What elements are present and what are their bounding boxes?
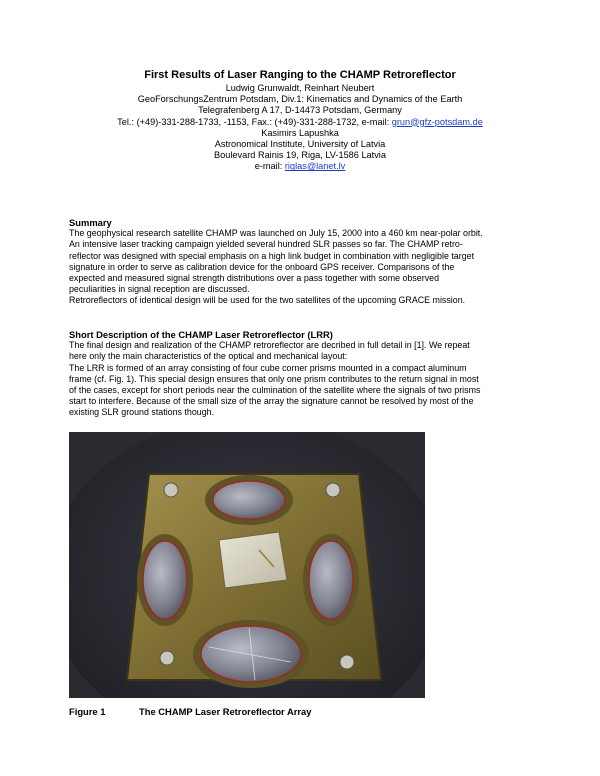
prism-bottom xyxy=(201,626,301,682)
description-line: frame (cf. Fig. 1). This special design ensures that only one prism contributes to the return signal in most xyxy=(69,373,479,384)
figure-number: Figure 1 xyxy=(69,706,106,717)
description-line: of the cases, except for short periods near the culmination of the satellite where the signals of two prisms xyxy=(69,385,481,396)
email-link-1[interactable]: grun@gfz-potsdam.de xyxy=(391,116,483,127)
author-2: Kasimirs Lapushka xyxy=(261,127,339,138)
summary-line: peculiarities in signal reception are discussed. xyxy=(69,284,250,295)
screw-icon xyxy=(340,655,354,669)
retroreflector-photo xyxy=(69,432,425,698)
contact-2 xyxy=(0,161,600,172)
description-line: The LRR is formed of an array consisting of four cube corner prisms mounted in a compact aluminum xyxy=(69,362,467,373)
screw-icon xyxy=(164,483,178,497)
summary-line: reflector was designed with special emphasis on a high link budget in combination with negligible target xyxy=(69,250,475,261)
authors: Ludwig Grunwaldt, Reinhart Neubert xyxy=(225,83,375,93)
summary-section xyxy=(69,217,539,307)
paper-header xyxy=(0,68,600,173)
description-line: start to interfere. Because of the small size of the array the signature cannot be resolved by most of the xyxy=(69,396,474,407)
summary-line: Retroreflectors of identical design will be used for the two satellites of the upcoming GRACE mission. xyxy=(69,295,466,306)
summary-line: expected and measured signal strength distributions over a pass together with some observed xyxy=(69,273,440,284)
contact-1-text: Tel.: (+49)-331-288-1733, -1153, Fax.: (+49)-331-288-1732, e-mail: xyxy=(117,116,392,127)
address-2: Boulevard Rainis 19, Riga, LV-1586 Latvia xyxy=(214,150,386,161)
prism-right xyxy=(309,541,353,619)
contact-1 xyxy=(0,117,600,128)
affiliation-1: GeoForschungsZentrum Potsdam, Div.1: Kinematics and Dynamics of the Earth xyxy=(137,94,463,105)
address-1: Telegrafenberg A 17, D-14473 Potsdam, Germany xyxy=(198,105,402,116)
figure-caption xyxy=(69,706,311,717)
summary-line: signature in order to serve as calibration device for the onboard GPS receiver. Comparisons of the xyxy=(69,261,455,272)
summary-heading: Summary xyxy=(69,217,112,228)
email-link-2[interactable]: riglas@lanet.lv xyxy=(284,161,346,172)
description-line: The final design and realization of the CHAMP retroreflector are decribed in full detail in [1]. We repeat xyxy=(69,340,470,351)
description-line: here only the main characteristics of the optical and mechanical layout: xyxy=(69,351,348,362)
prism-top xyxy=(213,481,285,519)
figure-caption-text: The CHAMP Laser Retroreflector Array xyxy=(139,706,312,717)
description-heading: Short Description of the CHAMP Laser Retroreflector (LRR) xyxy=(69,329,333,340)
figure-1-photo xyxy=(69,432,425,698)
description-line: existing SLR ground stations though. xyxy=(69,407,215,418)
paper-title: First Results of Laser Ranging to the CHAMP Retroreflector xyxy=(144,69,456,81)
summary-line: The geophysical research satellite CHAMP was launched on July 15, 2000 into a 460 km near-polar orbit. xyxy=(69,228,483,239)
screw-icon xyxy=(160,651,174,665)
prism-left xyxy=(143,541,187,619)
contact-2-text: e-mail: xyxy=(254,161,285,172)
description-section xyxy=(69,329,539,419)
affiliation-2: Astronomical Institute, University of Latvia xyxy=(214,139,386,150)
summary-line: An intensive laser tracking campaign yielded several hundred SLR passes so far. The CHAMP retro- xyxy=(69,239,463,250)
center-plate xyxy=(219,532,287,588)
screw-icon xyxy=(326,483,340,497)
